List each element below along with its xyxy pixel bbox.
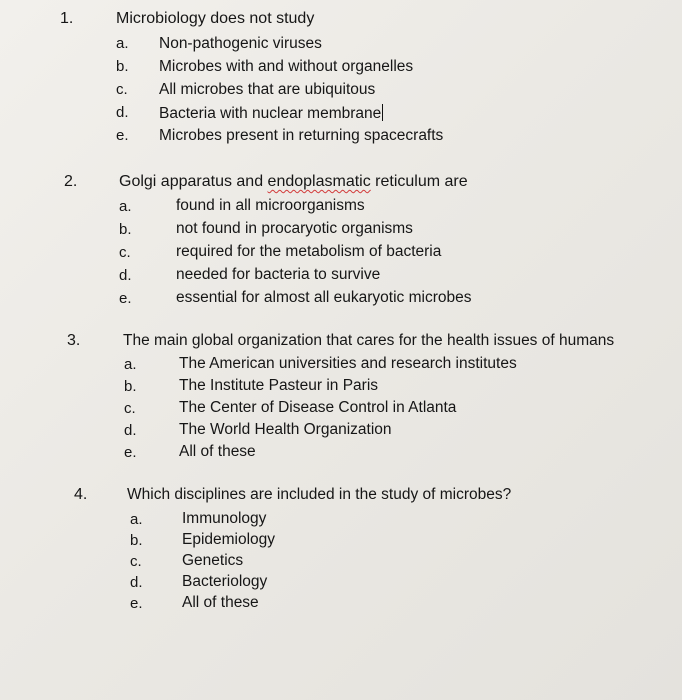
option-letter: a.: [116, 35, 129, 52]
option-text: All of these: [179, 443, 256, 460]
question-number: 4.: [74, 486, 88, 503]
option-text: The American universities and research institutes: [179, 355, 517, 372]
option-text: required for the metabolism of bacteria: [176, 243, 442, 260]
option-letter: b.: [124, 378, 137, 395]
option-text: found in all microorganisms: [176, 197, 365, 214]
option-letter: a.: [119, 198, 132, 215]
option-text-with-cursor[interactable]: [159, 104, 383, 123]
option-letter: e.: [116, 127, 129, 144]
option-letter: c.: [124, 400, 136, 417]
question-text: The main global organization that cares for the health issues of humans: [123, 332, 615, 349]
question-text-part: Golgi apparatus and: [119, 173, 268, 190]
question-number: 3.: [67, 332, 81, 349]
question-text: Which disciplines are included in the study of microbes?: [127, 486, 512, 503]
option-letter: d.: [124, 422, 137, 439]
option-text: The Center of Disease Control in Atlanta: [179, 399, 457, 416]
option-text: Bacteria with nuclear membrane: [159, 105, 382, 122]
option-text: Immunology: [182, 510, 267, 527]
option-letter: a.: [130, 511, 143, 528]
option-text: Microbes with and without organelles: [159, 58, 414, 75]
question-text: [119, 173, 468, 191]
option-text: The Institute Pasteur in Paris: [179, 377, 379, 394]
option-letter: c.: [130, 553, 142, 570]
option-letter: c.: [119, 244, 131, 261]
option-letter: b.: [116, 58, 129, 75]
option-text: not found in procaryotic organisms: [176, 220, 413, 237]
option-text: All microbes that are ubiquitous: [159, 81, 376, 98]
question-number: 2.: [64, 173, 78, 190]
spellcheck-flagged-word[interactable]: endoplasmatic: [267, 173, 371, 190]
option-text: All of these: [182, 594, 259, 611]
option-letter: d.: [130, 574, 143, 591]
option-text: needed for bacteria to survive: [176, 266, 381, 283]
option-text: Non-pathogenic viruses: [159, 35, 322, 52]
question-text: Microbiology does not study: [116, 10, 315, 27]
text-cursor: [382, 104, 383, 121]
option-letter: e.: [124, 444, 137, 461]
option-letter: a.: [124, 356, 137, 373]
option-text: Genetics: [182, 552, 244, 569]
option-letter: c.: [116, 81, 128, 98]
option-text: essential for almost all eukaryotic microbes: [176, 289, 472, 306]
option-letter: b.: [119, 221, 132, 238]
option-letter: d.: [119, 267, 132, 284]
option-text: Epidemiology: [182, 531, 276, 548]
question-text-part: reticulum are: [370, 173, 468, 190]
option-letter: e.: [119, 290, 132, 307]
option-letter: b.: [130, 532, 143, 549]
question-number: 1.: [60, 10, 74, 27]
option-letter: e.: [130, 595, 143, 612]
option-letter: d.: [116, 104, 129, 121]
option-text: Microbes present in returning spacecrafts: [159, 127, 444, 144]
option-text: Bacteriology: [182, 573, 268, 590]
option-text: The World Health Organization: [179, 421, 392, 438]
